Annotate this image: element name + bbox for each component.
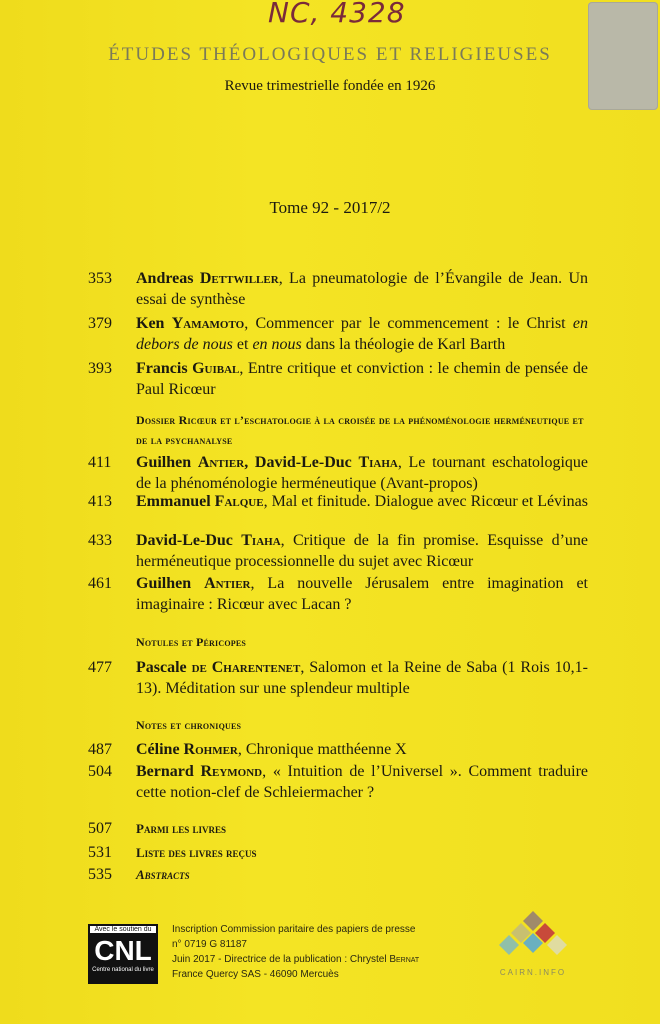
page-number: 379 — [88, 315, 112, 332]
entry-text: Céline Rohmer, Chronique matthéenne X — [136, 741, 407, 758]
section-heading-notes: Notes et chroniques — [136, 718, 242, 732]
entry-text: Francis Guibal, Entre critique et conviction : le chemin de pensée de Paul Ricœur — [136, 360, 589, 398]
entry-text: Pascale de Charentenet, Salomon et la Reine de Saba (1 Rois 10,1-13). Méditation sur une splendeur multiple — [136, 659, 588, 697]
handwritten-note: NC, 4328 — [268, 0, 406, 29]
entry-text: Guilhen Antier, David-Le-Duc Tiaha, Le tournant eschatologique de la phénoménologie herméneutique (Avant-propos) — [136, 454, 589, 492]
cairn-logo: CAIRN.INFO — [488, 906, 578, 986]
author-name: Bernard Reymond — [136, 763, 263, 780]
page-number: 477 — [88, 659, 112, 676]
footer — [88, 924, 588, 994]
page-number: 535 — [88, 866, 112, 883]
page-number: 411 — [88, 454, 112, 471]
entry-text: Bernard Reymond, « Intuition de l’Universel ». Comment traduire cette notion-clef de Schleiermacher ? — [136, 763, 588, 801]
publication-info: Inscription Commission paritaire des papiers de presse n° 0719 G 81187 Juin 2017 - Directrice de la publication : Chrystel Bernat France Quercy SAS - 46090 Mercuès — [172, 924, 420, 980]
author-name: Guilhen Antier — [136, 575, 251, 592]
entry-text: David-Le-Duc Tiaha, Critique de la fin promise. Esquisse d’une herméneutique processionnelle du sujet avec Ricœur — [136, 532, 588, 570]
page-number: 504 — [88, 763, 112, 780]
journal-title: ÉTUDES THÉOLOGIQUES ET RELIGIEUSES — [108, 44, 552, 65]
author-name: Ken Yamamoto — [136, 315, 245, 332]
entry-text: Ken Yamamoto, Commencer par le commencement : le Christ en debors de nous et en nous dans la théologie de Karl Barth — [136, 315, 588, 353]
section-heading-notules: Notules et Péricopes — [136, 635, 247, 649]
toc-end-item: 531 Liste des livres reçus — [88, 844, 257, 861]
author-name: David-Le-Duc Tiaha — [136, 532, 281, 549]
page-number: 461 — [88, 575, 112, 592]
author-name: Guilhen Antier, David-Le-Duc Tiaha — [136, 454, 398, 471]
entry-text: Guilhen Antier, La nouvelle Jérusalem entre imagination et imaginaire : Ricœur avec Lacan ? — [136, 575, 588, 613]
page-number: 353 — [88, 270, 112, 287]
page-number: 393 — [88, 360, 112, 377]
entry-text: Andreas Dettwiller, La pneumatologie de l’Évangile de Jean. Un essai de synthèse — [136, 270, 589, 308]
toc-end-item: 535 Abstracts — [88, 866, 190, 883]
author-name: Pascale de Charentenet — [136, 659, 301, 676]
page-number: 507 — [88, 820, 112, 837]
cnl-logo: Avec le soutien du CNL Centre national du livre — [88, 924, 158, 984]
author-name: Céline Rohmer — [136, 741, 238, 758]
journal-subtitle: Revue trimestrielle fondée en 1926 — [224, 78, 436, 94]
page-number: 433 — [88, 532, 112, 549]
author-name: Francis Guibal — [136, 360, 240, 377]
author-name: Andreas Dettwiller — [136, 270, 279, 287]
page-number: 531 — [88, 844, 112, 861]
section-heading-dossier: Dossier Ricœur et l’eschatologie à la croisée de la phénoménologie herméneutique et de la psychanalyse — [136, 413, 584, 447]
entry-text: Emmanuel Falque, Mal et finitude. Dialogue avec Ricœur et Lévinas — [136, 493, 588, 510]
author-name: Emmanuel Falque — [136, 493, 264, 510]
page-number: 413 — [88, 493, 112, 510]
toc-end-item: 507 Parmi les livres — [88, 820, 226, 837]
page-number: 487 — [88, 741, 112, 758]
cairn-diamond-icon — [488, 906, 578, 966]
issue-number: Tome 92 - 2017/2 — [269, 198, 391, 217]
